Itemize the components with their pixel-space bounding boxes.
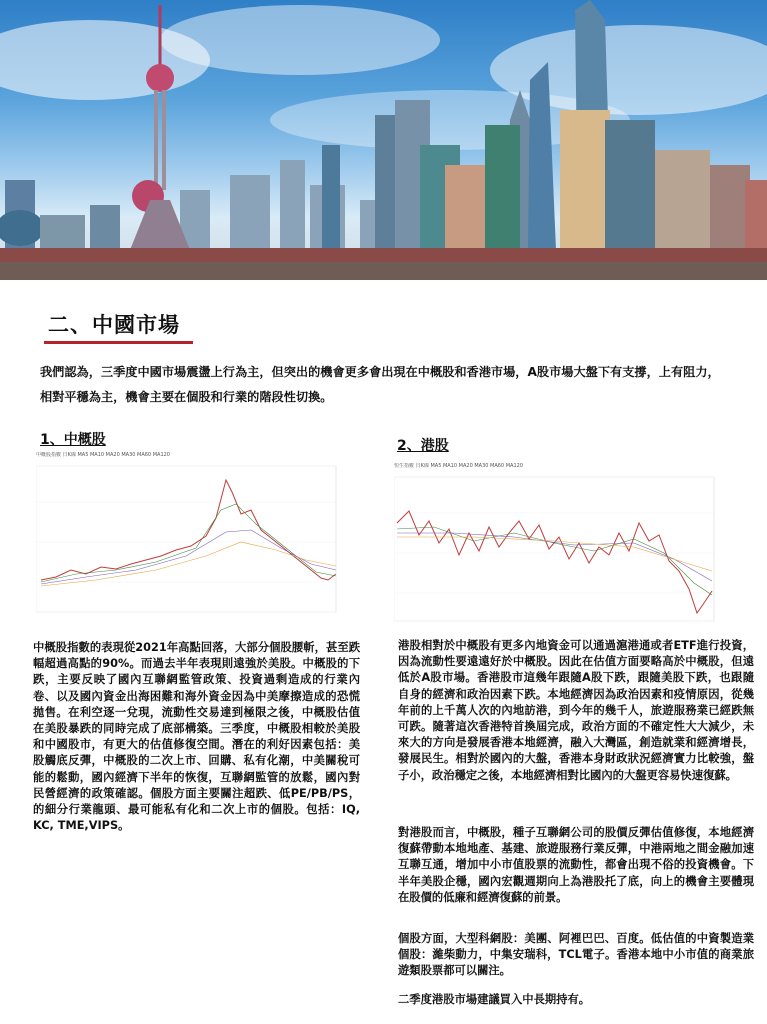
- china-adr-chart: [36, 452, 352, 617]
- chart-header: 恒生指數 日K線 MA5 MA10 MA20 MA30 MA60 MA120: [394, 463, 523, 469]
- hk-candlestick: [394, 463, 728, 625]
- china-adr-body: 中概股指數的表現從2021年高點回落，大部分個股腰斬，甚至跌幅超過高點的90%。而過去半年表現則遠強於美股。中概股的下跌，主要反映了國內互聯網監管政策、投資過剩造成的行業內卷、以及國內資金出海困難和海外資金因為中美摩擦造成的恐慌拋售。在利空逐一兌現，流動性交易達到極限之後，中概股估值在美股暴跌的同時完成了底部構築。三季度，中概股相較於美股和中國股市，有更大的估值修復空間。潛在的利好因素包括：美股觸底反彈，中概股的二次上市、回購、私有化潮，中美關稅可能的鬆動，國內經濟下半年的恢復，互聯網監管的放鬆，國內對民營經濟的政策確認。個股方面主要關注超跌、低PE/PB/PS，的細分行業龍頭、最可能私有化和二次上市的個股。包括：IQ, KC, TME,VIPS。: [33, 641, 360, 833]
- chart-header: 中概股指數 日K線 MA5 MA10 MA20 MA30 MA60 MA120: [36, 452, 170, 458]
- hk-chart: [394, 463, 728, 625]
- hk-paragraph-3: 個股方面，大型科網股：美團、阿裡巴巴、百度。低估值的中資製造業個股：濰柴動力，中集安瑞科，TCL電子。香港本地中小市值的商業旅遊類股票都可以關注。: [398, 932, 754, 978]
- section-title-underline: [44, 341, 193, 344]
- china-adr-candlestick: [36, 452, 352, 617]
- hk-heading: 2、港股: [397, 438, 449, 454]
- hero-banner: [0, 0, 767, 280]
- china-adr-heading: 1、中概股: [40, 432, 106, 448]
- hk-paragraph-4: 二季度港股市場建議買入中長期持有。: [398, 993, 591, 1006]
- intro-paragraph: 我們認為，三季度中國市場震盪上行為主，但突出的機會更多會出現在中概股和香港市場，A股市場大盤下有支撐，上有阻力，相對平穩為主，機會主要在個股和行業的階段性切換。: [40, 365, 720, 404]
- hk-paragraph-2: 對港股而言，中概股，種子互聯網公司的股價反彈估值修復，本地經濟復蘇帶動本地地產、基建、旅遊服務行業反彈，中港兩地之間金融加速互聯互通，增加中小市值股票的流動性，都會出現不俗的投資機會。下半年美股企穩，國內宏觀週期向上為港股托了底，向上的機會主要體現在股價的低廉和經濟復蘇的前景。: [398, 826, 754, 904]
- hk-paragraph-1: 港股相對於中概股有更多內地資金可以通過滬港通或者ETF進行投資，因為流動性要遠遠好於中概股。因此在估值方面要略高於中概股，但遠低於A股市場。香港股市這幾年跟隨A股下跌，跟隨美股下跌，也跟隨自身的經濟和政治因素下跌。本地經濟因為政治因素和疫情原因，從幾年前的上千萬人次的內地訪港，到今年的幾千人，旅遊服務業已經跌無可跌。隨著這次香港特首換屆完成，政治方面的不確定性大大減少，未來大的方向是發展香港本地經濟，融入大灣區，創造就業和經濟增長，發展民生。相對於國內的大盤，香港本身財政狀況經濟實力比較強，盤子小，政治穩定之後，本地經濟相對比國內的大盤更容易快速復蘇。: [398, 639, 754, 782]
- section-title: 二、中國市場: [48, 313, 180, 337]
- city-skyline-image: [0, 0, 767, 280]
